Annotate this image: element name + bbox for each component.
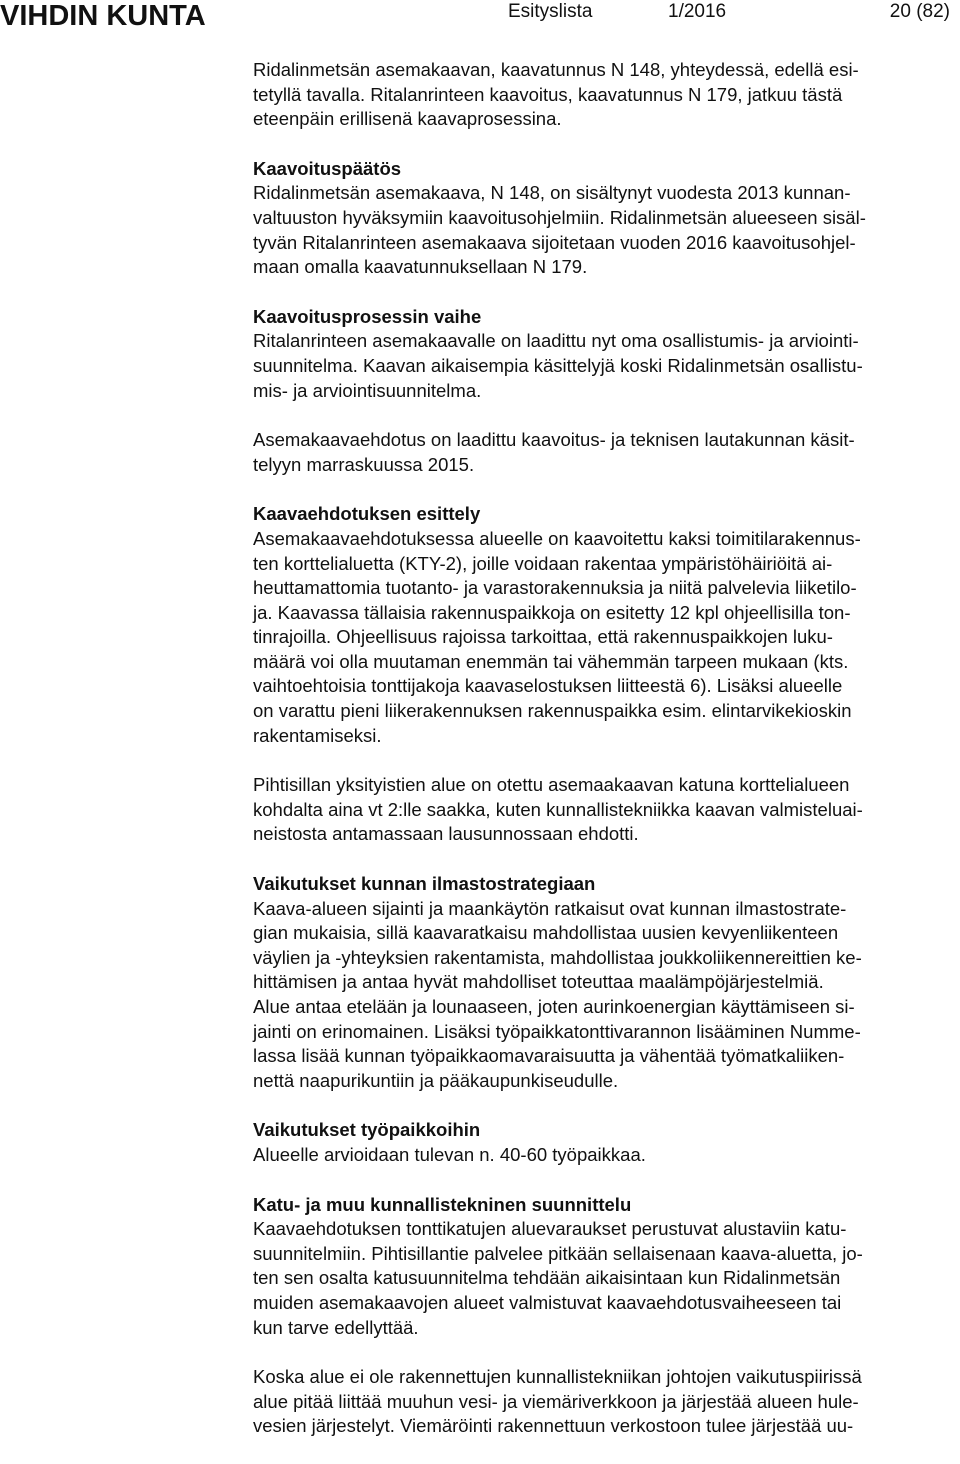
text-line: on varattu pieni liikerakennuksen rakennuspaikka esim. elintarvikekioskin [253,700,852,722]
text-line: neistosta antamassaan lausunnossaan ehdotti. [253,823,639,845]
text-line: lassa lisää kunnan työpaikkaomavaraisuutta ja vähentää työmatkaliiken- [253,1045,845,1067]
text-line: Ridalinmetsän asemakaava, N 148, on sisältynyt vuodesta 2013 kunnan- [253,182,851,204]
organization-name: VIHDIN KUNTA [0,0,206,32]
section-heading: Kaavoituspäätös [253,157,402,179]
document-body [253,58,953,1464]
text-line: ten sen osalta katusuunnitelma tehdään aikaisintaan kun Ridalinmetsän [253,1267,841,1289]
text-line: vesien järjestelyt. Viemäröinti rakennettuun verkostoon tulee järjestää uu- [253,1415,854,1437]
text-line: Alue antaa etelään ja lounaaseen, joten aurinkoenergian käyttämiseen si- [253,996,855,1017]
text-line: Kaavaehdotuksen tonttikatujen aluevaraukset perustuvat alustaviin katu- [253,1218,847,1240]
text-line: määrä voi olla muutaman enemmän tai vähemmän tarpeen mukaan (kts. [253,650,849,672]
section-ilmastostrategia [253,872,953,1093]
text-line: mis- ja arviointisuunnitelma. [253,379,482,401]
text-line: gian mukaisia, sillä kaavaratkaisu mahdollistaa uusien kevyenliikenteen [253,922,839,944]
section-heading: Katu- ja muu kunnallistekninen suunnittelu [253,1193,632,1215]
text-line: suunnitelma. Kaavan aikaisempia käsittelyjä koski Ridalinmetsän osallistu- [253,354,863,376]
text-line: Koska alue ei ole rakennettujen kunnallistekniikan johtojen vaikutuspiirissä [253,1366,862,1388]
text-line: Kaava-alueen sijainti ja maankäytön ratkaisut ovat kunnan ilmastostrate- [253,897,847,919]
text-line: kun tarve edellyttää. [253,1316,419,1338]
text-line: maan omalla kaavatunnuksellaan N 179. [253,256,588,278]
section-heading: Kaavaehdotuksen esittely [253,503,481,525]
text-line: Pihtisillan yksityistien alue on otettu asemaakaavan katuna korttelialueen [253,774,850,796]
text-line: Asemakaavaehdotus on laadittu kaavoitus- ja teknisen lautakunnan käsit- [253,429,855,451]
text-line: rakentamiseksi. [253,724,382,746]
text-line: alue pitää liittää muuhun vesi- ja viemäriverkkoon ja järjestää alueen hule- [253,1390,859,1412]
text-line: nettä naapurikuntiin ja pääkaupunkiseudulle. [253,1069,619,1091]
text-line: väylien ja -yhteyksien rakentamista, mahdollistaa joukkoliikennereittien ke- [253,946,862,968]
section-kunnallistekniikka [253,1193,953,1341]
text-line: vaihtoehtoisia tonttijakoja kaavaselostuksen liitteestä 6). Lisäksi alueelle [253,675,843,697]
text-line: valtuuston hyväksymiin kaavoitusohjelmiin. Ridalinmetsän alueeseen sisäl- [253,206,866,228]
text-line: ja. Kaavassa tällaisia rakennuspaikkoja on esitetty 12 kpl ohjeellisilla ton- [253,601,851,623]
text-line: telyyn marraskuussa 2015. [253,453,475,475]
text-line: eteenpäin erillisenä kaavaprosessina. [253,108,562,130]
page-number: 20 (82) [889,1,950,22]
text-line: ten korttelialuetta (KTY-2), joille voidaan rakentaa ympäristöhäiriöitä ai- [253,552,833,574]
text-line: Alueelle arvioidaan tulevan n. 40-60 työpaikkaa. [253,1143,646,1165]
section-heading: Vaikutukset työpaikkoihin [253,1119,481,1141]
text-line: jainti on erinomainen. Lisäksi työpaikkatonttivarannon lisääminen Numme- [253,1020,861,1042]
text-line: tyvän Ritalanrinteen asemakaava sijoitetaan vuoden 2016 kaavoitusohjel- [253,231,856,253]
section-heading: Vaikutukset kunnan ilmastostrategiaan [253,873,596,895]
section-heading: Kaavoitusprosessin vaihe [253,305,482,327]
text-line: suunnitelmiin. Pihtisillantie palvelee pitkään sellaisenaan kaava-aluetta, jo- [253,1242,863,1264]
text-line: kohdalta aina vt 2:lle saakka, kuten kunnallistekniikka kaavan valmisteluai- [253,798,863,820]
text-line: Asemakaavaehdotuksessa alueelle on kaavoitettu kaksi toimitilarakennus- [253,527,861,549]
text-line: hittämisen ja antaa hyvät mahdolliset toteuttaa maalämpöjärjestelmiä. [253,971,824,993]
section-kaavoituspaatos [253,157,953,280]
document-type: Esityslista [508,1,593,22]
text-line: muiden asemakaavojen alueet valmistuvat kaavaehdotusvaiheeseen tai [253,1291,842,1313]
paragraph-ehdotus [253,428,953,477]
page-header [0,0,960,32]
section-tyopaikat [253,1118,953,1167]
text-line: tetyllä tavalla. Ritalanrinteen kaavoitus, kaavatunnus N 179, jatkuu tästä [253,83,843,105]
text-line: heuttamattomia tuotanto- ja varastorakennuksia ja niitä palvelevia liiketilo- [253,577,857,599]
text-line: tinrajoilla. Ohjeellisuus rajoissa tarkoittaa, että rakennuspaikkojen luku- [253,626,833,648]
section-kaavaehdotuksen-esittely [253,502,953,748]
paragraph-vesihuolto [253,1365,953,1439]
paragraph-intro [253,58,953,132]
paragraph-pihtisilta [253,773,953,847]
section-kaavoitusprosessin-vaihe [253,305,953,403]
text-line: Ritalanrinteen asemakaavalle on laadittu nyt oma osallistumis- ja arviointi- [253,330,859,352]
text-line: Ridalinmetsän asemakaavan, kaavatunnus N 148, yhteydessä, edellä esi- [253,59,859,80]
document-number: 1/2016 [668,1,727,22]
